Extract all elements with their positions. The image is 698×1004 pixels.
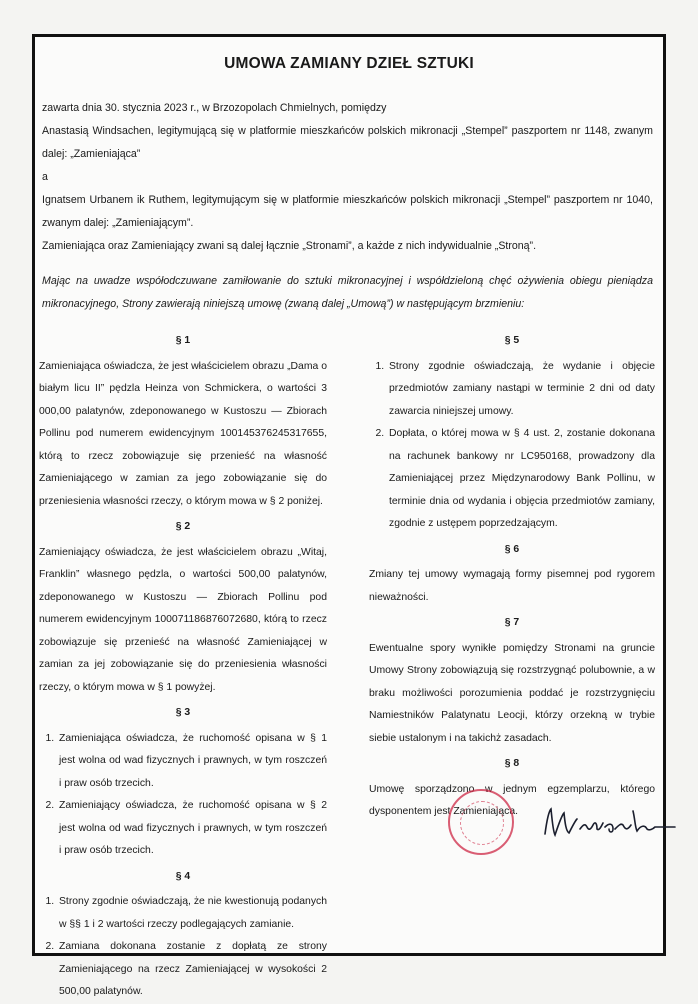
section-4-item-2: 2. Zamiana dokonana zostanie z dopłatą ze strony Zamieniającego na rzecz Zamieniającej w wysokości 2 500,00 palatynów. (57, 936, 327, 1004)
right-column (369, 327, 655, 824)
party-1: Anastasią Windsachen, legitymującą się w platformie mieszkańców polskich mikronacji „Stempel” paszportem nr 1148, zwanym dalej: „Zamieniająca” (42, 125, 653, 160)
section-4-item-1: 1. Strony zgodnie oświadczają, że nie kwestionują podanych w §§ 1 i 2 wartości rzeczy podlegających zamianie. (57, 891, 327, 936)
section-1-text: Zamieniająca oświadcza, że jest właścicielem obrazu „Dama o białym licu II” pędzla Heinza von Schmickera, o wartości 3 000,00 palatynów, zdeponowanego w Kustoszu — Zbiorach Pollinu pod numerem ewidencyjnym 100145376245317655, którą to rzecz zobowiązuje się przenieść na własność Zamieniającego w zamian za jego zobowiązanie się do przeniesienia własności rzeczy, o którym mowa w § 2 poniżej. (39, 360, 327, 507)
section-6-text: Zmiany tej umowy wymagają formy pisemnej pod rygorem nieważności. (369, 569, 655, 603)
intro-block (42, 97, 653, 316)
left-column (39, 327, 327, 1004)
document-title: UMOWA ZAMIANY DZIEŁ SZTUKI (224, 55, 474, 72)
party-2: Ignatsem Urbanem ik Ruthem, legitymującym się w platformie mieszkańców polskich mikronacji „Stempel” paszportem nr 1040, zwanym dalej: „Zamieniającym”. (42, 194, 653, 229)
section-3-heading: § 3 (175, 707, 191, 718)
section-5-item-1: 1. Strony zgodnie oświadczają, że wydanie i objęcie przedmiotów zamiany nastąpi w terminie 2 dni od daty zawarcia niniejszej umowy. (387, 356, 655, 424)
section-2-text: Zamieniający oświadcza, że jest właścicielem obrazu „Witaj, Franklin” własnego pędzla, o wartości 500,00 palatynów, zdeponowanego w Kustoszu — Zbiorach Pollinu pod numerem ewidencyjnym 100071186876072680, którą to rzecz zobowiązuje się przenieść na własność Zamieniającej w zamian za jej zobowiązanie się do przeniesienia własności rzeczy, o którym mowa w § 1 powyżej. (39, 546, 327, 693)
section-4-heading: § 4 (175, 870, 191, 882)
parties-definition: Zamieniająca oraz Zamieniający zwani są dalej łącznie „Stronami”, a każde z nich indywidualnie „Stroną”. (42, 240, 537, 252)
document-page (32, 34, 666, 997)
section-7-heading: § 7 (504, 617, 520, 628)
section-2-heading: § 2 (175, 521, 191, 532)
red-seal-stamp (448, 789, 514, 855)
section-5-heading: § 5 (504, 335, 520, 346)
section-3-item-1: 1. Zamieniająca oświadcza, że ruchomość opisana w § 1 jest wolna od wad fizycznych i prawnych, w tym roszczeń i praw osób trzecich. (57, 728, 327, 796)
section-3-list (39, 728, 327, 863)
intro-a: a (42, 171, 48, 183)
preamble: Mając na uwadze współodczuwane zamiłowanie do sztuki mikronacyjnej i współdzieloną chęć ożywienia obiegu pieniądza mikronacyjnego, Strony zawierają niniejszą umowę (zwaną dalej „Umową”) w następującym brzmieniu: (42, 275, 653, 310)
section-5-list (369, 356, 655, 536)
handwritten-signature (535, 789, 685, 859)
section-1-heading: § 1 (175, 335, 191, 346)
section-5-item-2: 2. Dopłata, o której mowa w § 4 ust. 2, zostanie dokonana na rachunek bankowy nr LC950168, prowadzony dla Zamieniającej przez Międzynarodowy Bank Pollinu, w terminie dnia od wydania i objęcia przedmiotów zamiany, zgodnie z ustępem poprzedzającym. (387, 423, 655, 536)
intro-date-line: zawarta dnia 30. stycznia 2023 r., w Brzozopolach Chmielnych, pomiędzy (42, 102, 387, 114)
section-6-heading: § 6 (504, 543, 520, 555)
section-8-heading: § 8 (504, 758, 520, 769)
section-8-text: Umowę sporządzono w jednym egzemplarzu, którego dysponentem jest Zamieniająca. (369, 783, 655, 817)
section-3-item-2: 2. Zamieniający oświadcza, że ruchomość opisana w § 2 jest wolna od wad fizycznych i prawnych, w tym roszczeń i praw osób trzecich. (57, 795, 327, 863)
section-7-text: Ewentualne spory wynikłe pomiędzy Stronami na gruncie Umowy Strony zobowiązują się rozstrzygnąć polubownie, a w braku możliwości porozumienia poddać je rozstrzygnięciu Namiestników Palatynatu Leocji, którzy orzekną w trybie siebie ustalonym i na takichż zasadach. (369, 642, 655, 744)
